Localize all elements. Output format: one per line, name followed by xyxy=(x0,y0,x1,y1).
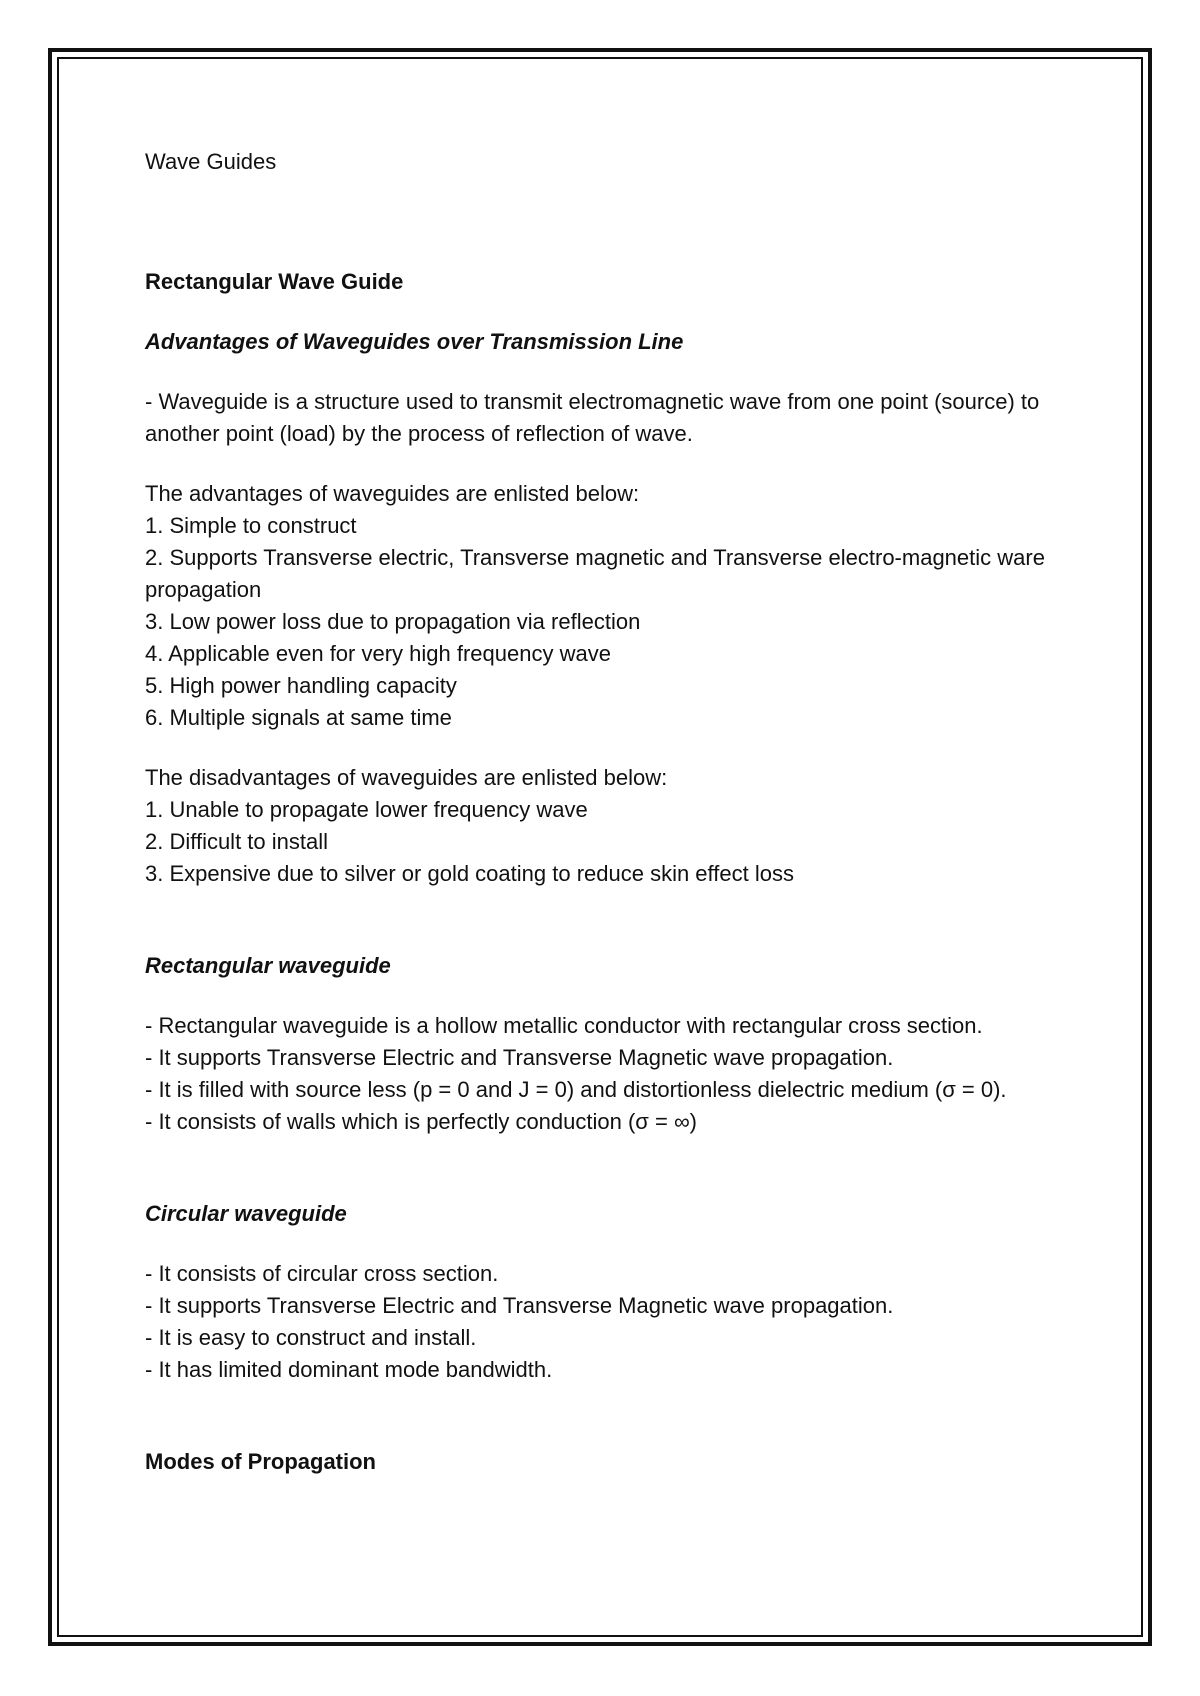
circular-point: - It supports Transverse Electric and Transverse Magnetic wave propagation. xyxy=(145,1293,894,1318)
modes-heading: Modes of Propagation xyxy=(145,1449,376,1474)
advantages-intro: The advantages of waveguides are enlisted below: xyxy=(145,481,640,506)
advantage-item: 1. Simple to construct xyxy=(145,513,357,538)
document-body xyxy=(145,146,1075,1478)
document-title: Wave Guides xyxy=(145,149,277,174)
rectangular-point: - It consists of walls which is perfectly conduction (σ = ∞) xyxy=(145,1109,697,1134)
advantage-item: 3. Low power loss due to propagation via reflection xyxy=(145,609,641,634)
rectangular-point: - It is filled with source less (p = 0 and J = 0) and distortionless dielectric medium (σ = 0). xyxy=(145,1077,1007,1102)
main-heading: Rectangular Wave Guide xyxy=(145,269,404,294)
disadvantage-item: 2. Difficult to install xyxy=(145,829,329,854)
circular-point: - It has limited dominant mode bandwidth. xyxy=(145,1357,553,1382)
circular-heading: Circular waveguide xyxy=(145,1201,347,1226)
advantages-heading: Advantages of Waveguides over Transmission Line xyxy=(145,329,684,354)
advantage-item: 5. High power handling capacity xyxy=(145,673,457,698)
circular-point: - It is easy to construct and install. xyxy=(145,1325,477,1350)
disadvantage-item: 1. Unable to propagate lower frequency wave xyxy=(145,797,588,822)
rectangular-point: - It supports Transverse Electric and Transverse Magnetic wave propagation. xyxy=(145,1045,894,1070)
waveguide-intro: - Waveguide is a structure used to transmit electromagnetic wave from one point (source) to another point (load) by the process of reflection of wave. xyxy=(145,389,1040,446)
advantage-item: 6. Multiple signals at same time xyxy=(145,705,452,730)
disadvantage-item: 3. Expensive due to silver or gold coating to reduce skin effect loss xyxy=(145,861,794,886)
rectangular-heading: Rectangular waveguide xyxy=(145,953,391,978)
disadvantages-intro: The disadvantages of waveguides are enlisted below: xyxy=(145,765,668,790)
circular-point: - It consists of circular cross section. xyxy=(145,1261,499,1286)
advantage-item: 4. Applicable even for very high frequency wave xyxy=(145,641,611,666)
rectangular-point: - Rectangular waveguide is a hollow metallic conductor with rectangular cross section. xyxy=(145,1013,983,1038)
advantage-item: 2. Supports Transverse electric, Transverse magnetic and Transverse electro-magnetic ware propagation xyxy=(145,545,1045,602)
